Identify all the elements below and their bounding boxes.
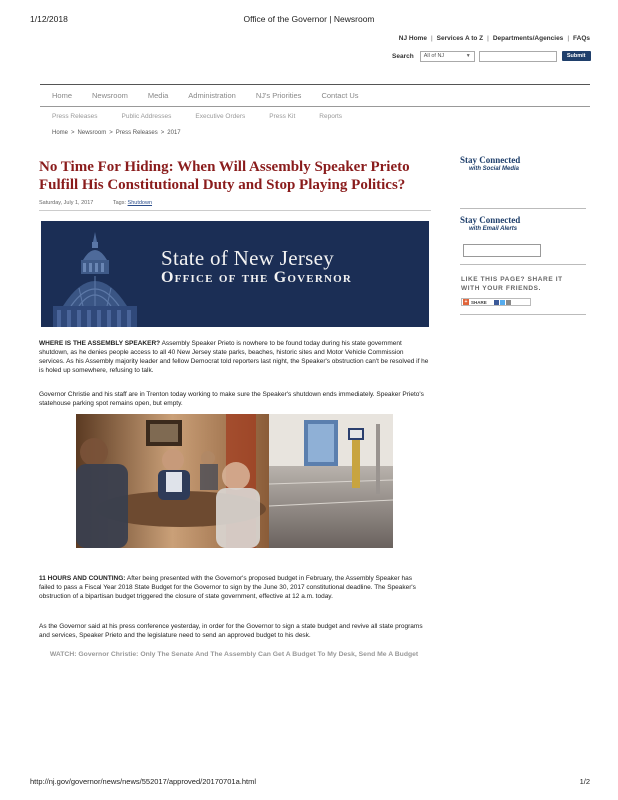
breadcrumb: Home > Newsroom > Press Releases > 2017 <box>52 130 181 136</box>
nav-newsroom[interactable]: Newsroom <box>92 91 128 100</box>
social-title: Stay Connected <box>460 155 521 165</box>
article-headline: No Time For Hiding: When Will Assembly Speaker Prieto Fulfill His Constitutional Duty and Stop Playing Politics? <box>39 159 410 193</box>
search-submit-button[interactable]: Submit <box>562 51 591 61</box>
share-prompt <box>461 275 573 293</box>
sidebar-divider <box>460 264 586 265</box>
meta-divider <box>39 210 431 211</box>
nav-contact-us[interactable]: Contact Us <box>321 91 359 100</box>
departments-agencies-link[interactable]: Departments/Agencies <box>492 35 564 42</box>
subnav-press-kit[interactable]: Press Kit <box>269 113 296 120</box>
share-button[interactable] <box>461 298 531 306</box>
sidebar-divider <box>460 208 586 209</box>
article-photo <box>76 414 393 548</box>
sub-nav <box>52 113 366 120</box>
print-footer <box>30 777 590 786</box>
print-date: 1/12/2018 <box>30 14 68 24</box>
subnav-public-addresses[interactable]: Public Addresses <box>121 113 172 120</box>
services-a-to-z-link[interactable]: Services A to Z <box>436 35 484 42</box>
tags-label: Tags: <box>112 200 127 206</box>
paragraph-lead: 11 HOURS AND COUNTING: <box>39 575 126 582</box>
print-page-number: 1/2 <box>579 777 590 786</box>
search-scope-value: All of NJ <box>423 52 445 59</box>
email-icon[interactable] <box>506 300 511 305</box>
article-paragraph: Governor Christie and his staff are in Trenton today working to make sure the Speaker's shutdown ends immediately. Speaker Prieto's statehouse parking spot remains open, but empty. <box>39 391 424 407</box>
nav-administration[interactable]: Administration <box>188 91 236 100</box>
banner-office-title: Office of the Governor <box>161 269 353 286</box>
article-meta <box>39 200 152 206</box>
search-label: Search <box>392 52 414 60</box>
breadcrumb-newsroom[interactable]: Newsroom <box>77 130 107 136</box>
paragraph-lead: WHERE IS THE ASSEMBLY SPEAKER? <box>39 340 161 347</box>
nav-home[interactable]: Home <box>52 91 73 100</box>
search-input[interactable] <box>479 51 557 62</box>
faqs-link[interactable]: FAQs <box>573 35 590 42</box>
email-alerts-box <box>460 215 588 232</box>
banner-state-title: State of New Jersey <box>161 246 335 270</box>
utility-links: NJ Home | Services A to Z | Departments/Agencies | FAQs <box>398 35 590 42</box>
email-subtitle: with Email Alerts <box>469 226 518 232</box>
article-paragraph <box>39 339 429 375</box>
paragraph-body: After being presented with the Governor's proposed budget in February, the Assembly Speaker has failed to pass a Fiscal Year 2018 State Budget for the Governor to sign by the June 30, 2017 constitutional deadline. The Speaker's obstruction of a bipartisan budget triggered the closure of state government, effective at 12 a.m. today. <box>39 575 416 600</box>
breadcrumb-press-releases[interactable]: Press Releases <box>115 130 158 136</box>
email-title: Stay Connected <box>460 215 521 225</box>
nav-media[interactable]: Media <box>147 91 169 100</box>
share-label: SHARE <box>471 299 487 305</box>
search-scope-select[interactable] <box>420 51 475 62</box>
addthis-plus-icon: + <box>464 299 468 305</box>
subnav-executive-orders[interactable]: Executive Orders <box>195 113 246 120</box>
sidebar-divider <box>460 314 586 315</box>
subnav-press-releases[interactable]: Press Releases <box>52 113 98 120</box>
twitter-icon[interactable] <box>500 300 505 305</box>
facebook-icon[interactable] <box>494 300 499 305</box>
main-nav <box>40 84 590 107</box>
subnav-reports[interactable]: Reports <box>319 113 343 120</box>
article-paragraph <box>39 574 429 601</box>
chevron-down-icon: ▼ <box>465 52 471 59</box>
search-bar <box>392 50 591 62</box>
share-prompt-text: LIKE THIS PAGE? SHARE IT WITH YOUR FRIENDS. <box>461 276 563 292</box>
governor-office-banner <box>41 221 429 327</box>
nav-nj-priorities[interactable]: NJ's Priorities <box>255 91 302 100</box>
breadcrumb-year[interactable]: 2017 <box>167 130 181 136</box>
print-header <box>30 14 588 26</box>
paragraph-body: Assembly Speaker Prieto is nowhere to be found today during his state government shutdown, as he denies people access to all 40 New Jersey state parks, beaches, historic sites and Motor Vehicle Commission services. As his Assembly majority leader and fellow Democrat told reporters last night, the Speaker's obstruction can't be resolved if he is holed up somewhere, refusing to talk. <box>39 340 429 374</box>
watch-video-link[interactable]: WATCH: Governor Christie: Only The Senate And The Assembly Can Get A Budget To My Desk, Send Me A Budget <box>49 651 419 658</box>
capitol-dome-image <box>49 226 141 327</box>
print-url: http://nj.gov/governor/news/news/552017/approved/20170701a.html <box>30 777 256 786</box>
print-page-title: Office of the Governor | Newsroom <box>243 14 375 24</box>
email-alerts-input[interactable] <box>463 244 541 257</box>
social-subtitle: with Social Media <box>469 166 520 172</box>
social-media-box <box>460 155 588 172</box>
tag-link-shutdown[interactable]: Shutdown <box>127 200 153 206</box>
article-paragraph: As the Governor said at his press conference yesterday, in order for the Governor to sign a state budget and revive all state programs and services, Speaker Prieto and the legislature need to send an approved budget to his desk. <box>39 623 423 639</box>
meeting-and-parking-photo <box>76 414 393 548</box>
breadcrumb-home[interactable]: Home <box>52 130 69 136</box>
article-date: Saturday, July 1, 2017 <box>39 200 94 206</box>
nj-home-link[interactable]: NJ Home <box>398 35 427 42</box>
